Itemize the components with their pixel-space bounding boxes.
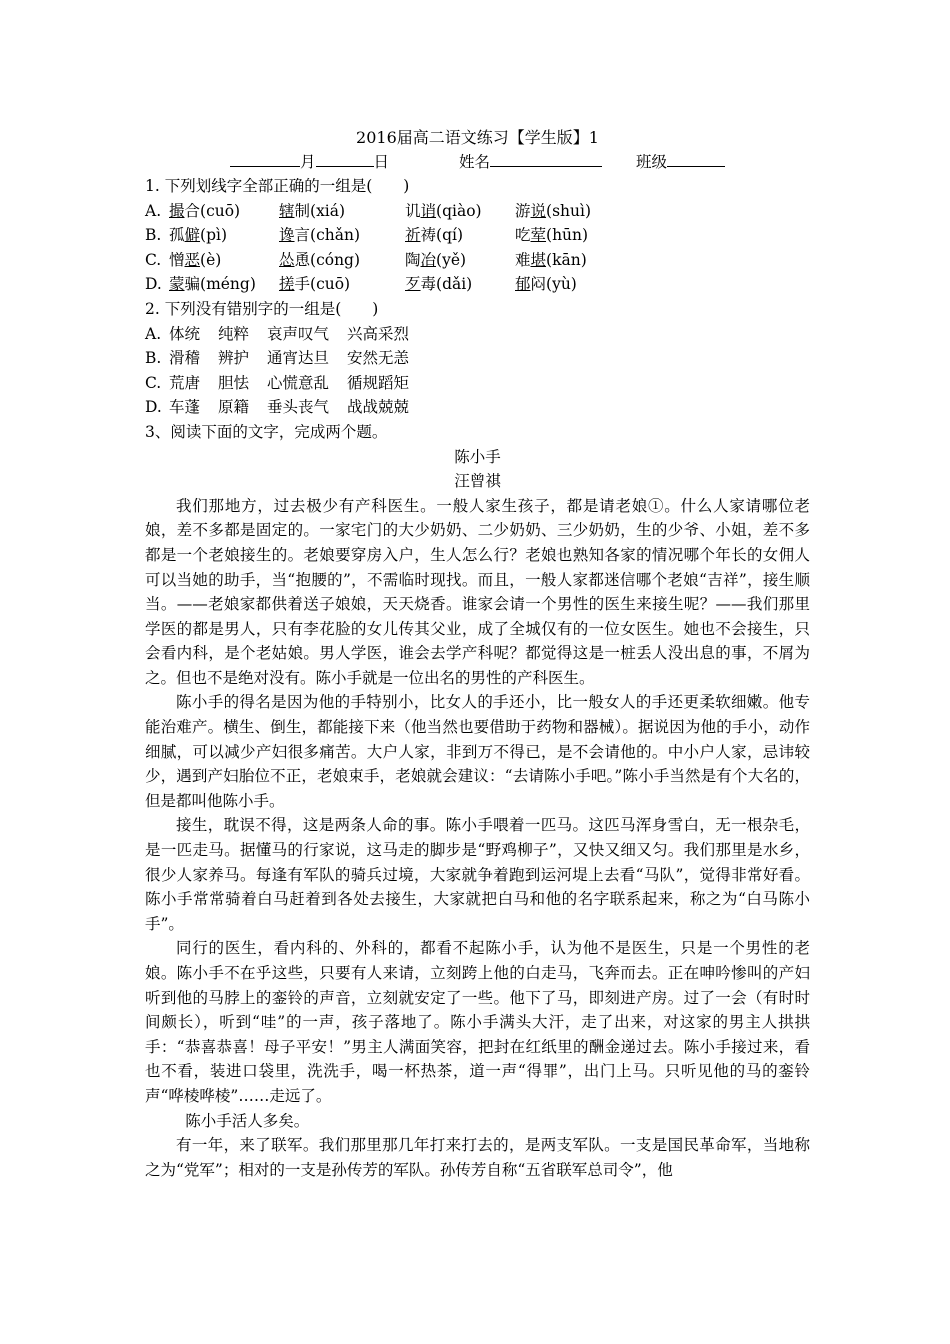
question-1-options — [145, 199, 810, 297]
q1-option-a — [145, 199, 810, 224]
underlined-character: 说 — [530, 201, 547, 220]
option-label: A. — [145, 324, 162, 343]
month-blank[interactable] — [230, 150, 300, 167]
underlined-character: 冶 — [420, 250, 437, 269]
q2-option-b — [145, 346, 810, 371]
q2-word: 心慌意乱 — [267, 373, 330, 392]
q1-word: 孤僻(pì) — [169, 226, 228, 245]
class-label: 班级 — [636, 153, 668, 171]
q2-word: 辨护 — [218, 349, 250, 368]
q2-word: 循规蹈矩 — [347, 373, 410, 392]
q1-word: 撮合(cuō) — [169, 201, 241, 220]
q1-word: 搓手(cuō) — [279, 275, 351, 294]
q1-option-b — [145, 223, 810, 248]
underlined-character: 撮 — [169, 201, 185, 220]
q1-word: 难堪(kān) — [515, 250, 587, 269]
article-paragraph: 同行的医生，看内科的、外科的，都看不起陈小手，认为他不是医生，只是一个男性的老娘。陈小手不在乎这些，只要有人来请，立刻跨上他的白走马，飞奔而去。正在呻吟惨叫的产妇听到他的马脖上的銮铃的声音，立刻就安定了一些。他下了马，即刻进产房。过了一会（有时时间颇长），听到“哇”的一声，孩子落地了。陈小手满头大汗，走了出来，对这家的男主人拱拱手：“恭喜恭喜！母子平安！”男主人满面笑容，把封在红纸里的酬金递过去。陈小手接过来，看也不看，装进口袋里，洗洗手，喝一杯热茶，道一声“得罪”，出门上马。只听见他的马的銮铃声“哗棱哗棱”……走远了。 — [145, 939, 810, 1105]
q2-word: 垂头丧气 — [267, 398, 330, 417]
q2-word: 安然无恙 — [347, 349, 410, 368]
underlined-character: 郁 — [515, 275, 531, 294]
q2-option-a — [145, 322, 810, 347]
q1-option-c — [145, 248, 810, 273]
q1-word: 郁闷(yù) — [515, 275, 577, 294]
option-label: D. — [145, 398, 162, 417]
q1-word: 辖制(xiá) — [279, 201, 346, 220]
q2-option-c — [145, 371, 810, 396]
underlined-character: 诮 — [420, 201, 437, 220]
article-paragraph: 我们那地方，过去极少有产科医生。一般人家生孩子，都是请老娘①。什么人家请哪位老娘，差不多都是固定的。一家宅门的大少奶奶、二少奶奶、三少奶奶，生的少爷、小姐，差不多都是一个老娘接生的。老娘要穿房入户，生人怎么行？老娘也熟知各家的情况哪个年长的女佣人可以当她的助手，当“抱腰的”，不需临时现找。而且，一般人家都迷信哪个老娘“吉祥”，接生顺当。——老娘家都供着送子娘娘，天天烧香。谁家会请一个男性的医生来接生呢？——我们那里学医的都是男人，只有李花脸的女儿传其父业，成了全城仅有的一位女医生。她也不会接生，只会看内科，是个老姑娘。男人学医，谁会去学产科呢？都觉得这是一桩丢人没出息的事，不屑为之。但也不是绝对没有。陈小手就是一位出名的男性的产科医生。 — [145, 496, 810, 687]
underlined-character: 僻 — [184, 226, 201, 245]
article-paragraph: 陈小手的得名是因为他的手特别小，比女人的手还小，比一般女人的手还更柔软细嫩。他专能治难产。横生、倒生，都能接下来（他当然也要借助于药物和器械）。据说因为他的手小，动作细腻，可以减少产妇很多痛苦。大户人家，非到万不得已，是不会请他的。中小户人家，忌讳较少，遇到产妇胎位不正，老娘束手，老娘就会建议：“去请陈小手吧。”陈小手当然是有个大名的，但是都叫他陈小手。 — [145, 693, 810, 810]
q2-word: 哀声叹气 — [267, 324, 330, 343]
q2-word: 纯粹 — [218, 324, 250, 343]
q2-word: 兴高采烈 — [347, 324, 410, 343]
q1-word: 游说(shuì) — [515, 201, 592, 220]
q1-word: 陶冶(yě) — [405, 250, 467, 269]
underlined-character: 蒙 — [169, 275, 185, 294]
q1-word: 怂恿(cóng) — [279, 250, 361, 269]
q1-word: 讥诮(qiào) — [405, 201, 482, 220]
name-label: 姓名 — [459, 153, 491, 171]
underlined-character: 祈 — [405, 226, 421, 245]
article-paragraph: 有一年，来了联军。我们那里那几年打来打去的，是两支军队。一支是国民革命军，当地称之为“党军”；相对的一支是孙传芳的军队。孙传芳自称“五省联军总司令”，他 — [145, 1136, 810, 1179]
q2-word: 车蓬 — [169, 398, 201, 417]
question-1-stem: 1. 下列划线字全部正确的一组是( ) — [145, 177, 410, 195]
q2-word: 胆怯 — [218, 373, 250, 392]
q1-word: 蒙骗(méng) — [169, 275, 256, 294]
question-2-options — [145, 322, 810, 420]
underlined-character: 谗 — [279, 226, 295, 245]
underlined-character: 堪 — [530, 250, 547, 269]
underlined-character: 歹 — [405, 275, 421, 294]
option-label: B. — [145, 226, 162, 245]
option-label: B. — [145, 349, 162, 368]
q1-word: 歹毒(dǎi) — [405, 275, 473, 294]
q2-word: 滑稽 — [169, 349, 201, 368]
header-fields — [145, 150, 810, 174]
underlined-character: 搓 — [279, 275, 295, 294]
q1-word: 吃荤(hūn) — [515, 226, 589, 245]
q2-option-d — [145, 395, 810, 420]
class-blank[interactable] — [667, 150, 725, 167]
name-blank[interactable] — [490, 150, 602, 167]
q1-word: 谗言(chǎn) — [279, 226, 360, 245]
day-blank[interactable] — [316, 150, 374, 167]
option-label: C. — [145, 373, 162, 392]
document-title: 2016届高二语文练习【学生版】1 — [356, 128, 599, 147]
q2-word: 荒唐 — [169, 373, 201, 392]
underlined-character: 辖 — [279, 201, 295, 220]
q1-option-d — [145, 272, 810, 297]
q2-word: 通宵达旦 — [267, 349, 330, 368]
article-paragraph: 陈小手活人多矣。 — [185, 1111, 310, 1130]
q2-word: 原籍 — [218, 398, 250, 417]
underlined-character: 荤 — [530, 226, 547, 245]
question-2-stem: 2. 下列没有错别字的一组是( ) — [145, 299, 379, 318]
day-label: 日 — [373, 153, 390, 171]
option-label: C. — [145, 250, 162, 269]
article-paragraph: 接生，耽误不得，这是两条人命的事。陈小手喂着一匹马。这匹马浑身雪白，无一根杂毛，是一匹走马。据懂马的行家说，这马走的脚步是“野鸡柳子”，又快又细又匀。我们那里是水乡，很少人家养马。每逢有军队的骑兵过境，大家就争着跑到运河堤上去看“马队”，觉得非常好看。陈小手常常骑着白马赶着到各处去接生，大家就把白马和他的名字联系起来，称之为“白马陈小手”。 — [145, 816, 810, 933]
article-author: 汪曾祺 — [454, 472, 501, 491]
question-3-stem: 3、阅读下面的文字，完成两个题。 — [145, 422, 388, 441]
article-title: 陈小手 — [454, 447, 501, 466]
option-label: A. — [145, 201, 162, 220]
q2-word: 体统 — [169, 324, 201, 343]
underlined-character: 恶 — [184, 250, 201, 269]
q2-word: 战战兢兢 — [347, 398, 410, 417]
q1-word: 祈祷(qí) — [405, 226, 463, 245]
document-page — [145, 126, 810, 1182]
underlined-character: 怂 — [279, 250, 295, 269]
month-label: 月 — [300, 153, 316, 171]
q1-word: 憎恶(è) — [169, 250, 222, 269]
option-label: D. — [145, 275, 162, 294]
